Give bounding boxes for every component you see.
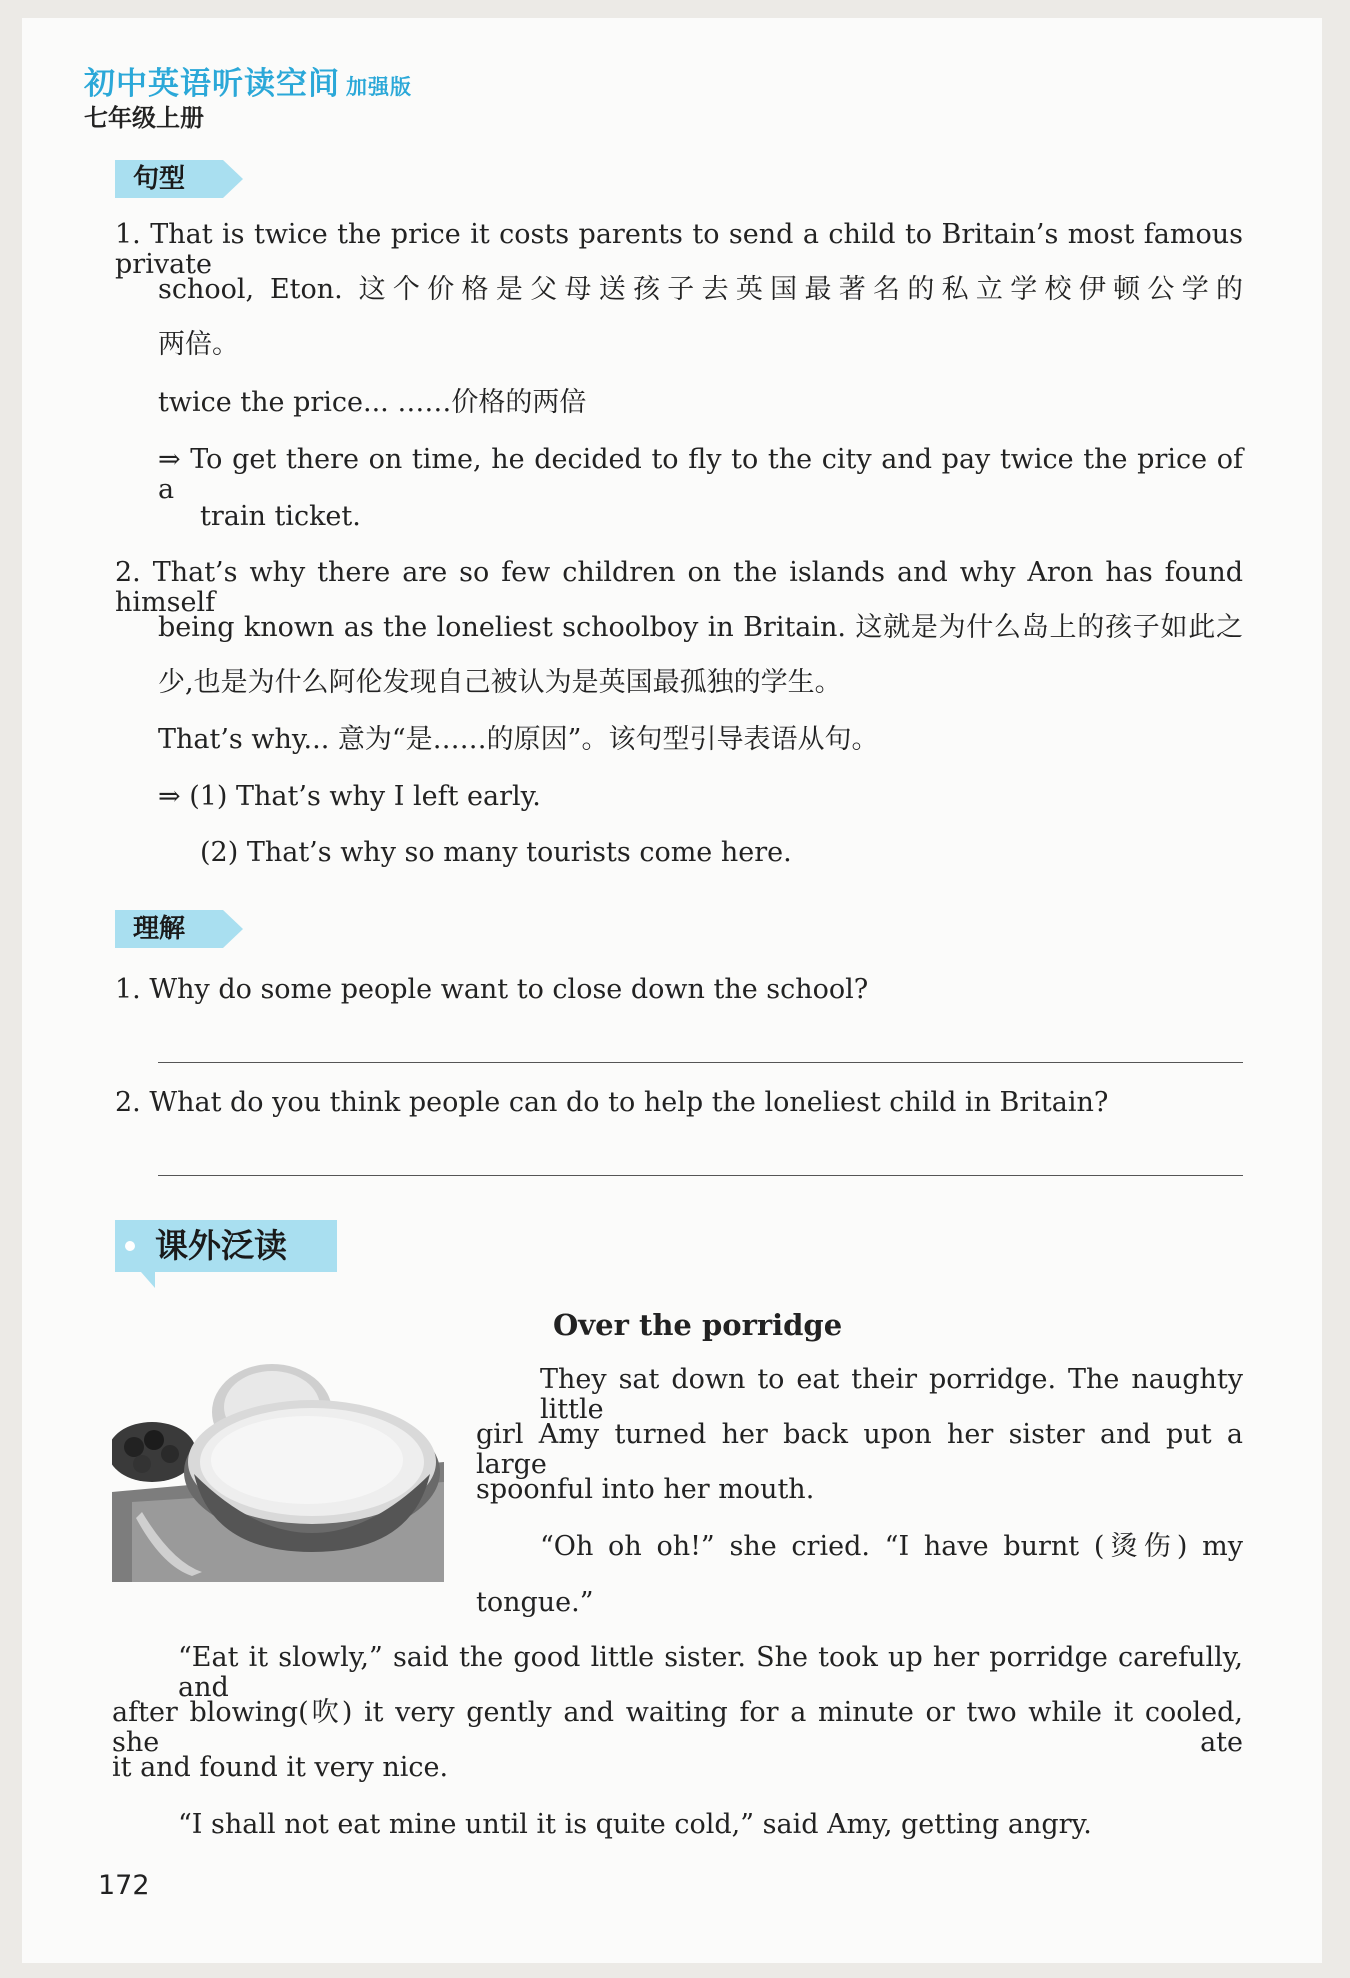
story-title: Over the porridge <box>553 1308 843 1342</box>
sentence-line-2: school, Eton. 这个价格是父母送孩子去英国最著名的私立学校伊顿公学的 <box>158 274 1243 305</box>
story-line-3: spoonful into her mouth. <box>476 1474 815 1505</box>
story-line-4: “Oh oh oh!” she cried. “I have burnt (烫伤) my <box>540 1531 1243 1562</box>
story-line-1: They sat down to eat their porridge. The naughty little <box>540 1364 1243 1425</box>
sentence-line-10: That’s why... 意为“是……的原因”。该句型引导表语从句。 <box>158 724 879 755</box>
sentence-line-11: ⇒ (1) That’s why I left early. <box>158 781 541 812</box>
story-line-2: girl Amy turned her back upon her sister and put a large <box>476 1419 1243 1480</box>
sentence-line-6: train ticket. <box>200 501 361 532</box>
story-line-8: it and found it very nice. <box>112 1752 449 1783</box>
section-tag-sentence: 句型 <box>115 160 223 198</box>
question-1: 1. Why do some people want to close down the school? <box>115 974 869 1005</box>
story-line-5: tongue.” <box>476 1587 594 1618</box>
section-tag-comprehension: 理解 <box>115 910 223 948</box>
answer-line-1[interactable] <box>158 1062 1243 1063</box>
book-title: 初中英语听读空间 加强版 <box>84 66 412 102</box>
sentence-line-4: twice the price... ……价格的两倍 <box>158 387 587 418</box>
section-tag-extra-reading: 课外泛读 <box>115 1220 337 1272</box>
sentence-line-1: 1. That is twice the price it costs parents to send a child to Britain’s most famous private <box>115 219 1243 280</box>
story-line-6: “Eat it slowly,” said the good little sister. She took up her porridge carefully, and <box>178 1642 1243 1703</box>
porridge-photo <box>112 1362 444 1582</box>
sentence-line-5: ⇒ To get there on time, he decided to fly to the city and pay twice the price of a <box>158 444 1243 505</box>
story-line-7: after blowing(吹) it very gently and waiting for a minute or two while it cooled, she ate <box>112 1697 1243 1758</box>
sentence-line-9: 少,也是为什么阿伦发现自己被认为是英国最孤独的学生。 <box>158 667 842 698</box>
edition-label: 加强版 <box>346 75 412 99</box>
story-line-9: “I shall not eat mine until it is quite cold,” said Amy, getting angry. <box>178 1809 1092 1840</box>
grade-label: 七年级上册 <box>84 103 204 132</box>
answer-line-2[interactable] <box>158 1175 1243 1176</box>
sentence-line-12: (2) That’s why so many tourists come here. <box>200 837 792 868</box>
question-2: 2. What do you think people can do to help the loneliest child in Britain? <box>115 1087 1109 1118</box>
sentence-line-8: being known as the loneliest schoolboy in Britain. 这就是为什么岛上的孩子如此之 <box>158 612 1243 643</box>
sentence-line-3: 两倍。 <box>158 329 239 360</box>
sentence-line-7: 2. That’s why there are so few children on the islands and why Aron has found himself <box>115 557 1243 618</box>
page-number: 172 <box>98 1870 150 1901</box>
